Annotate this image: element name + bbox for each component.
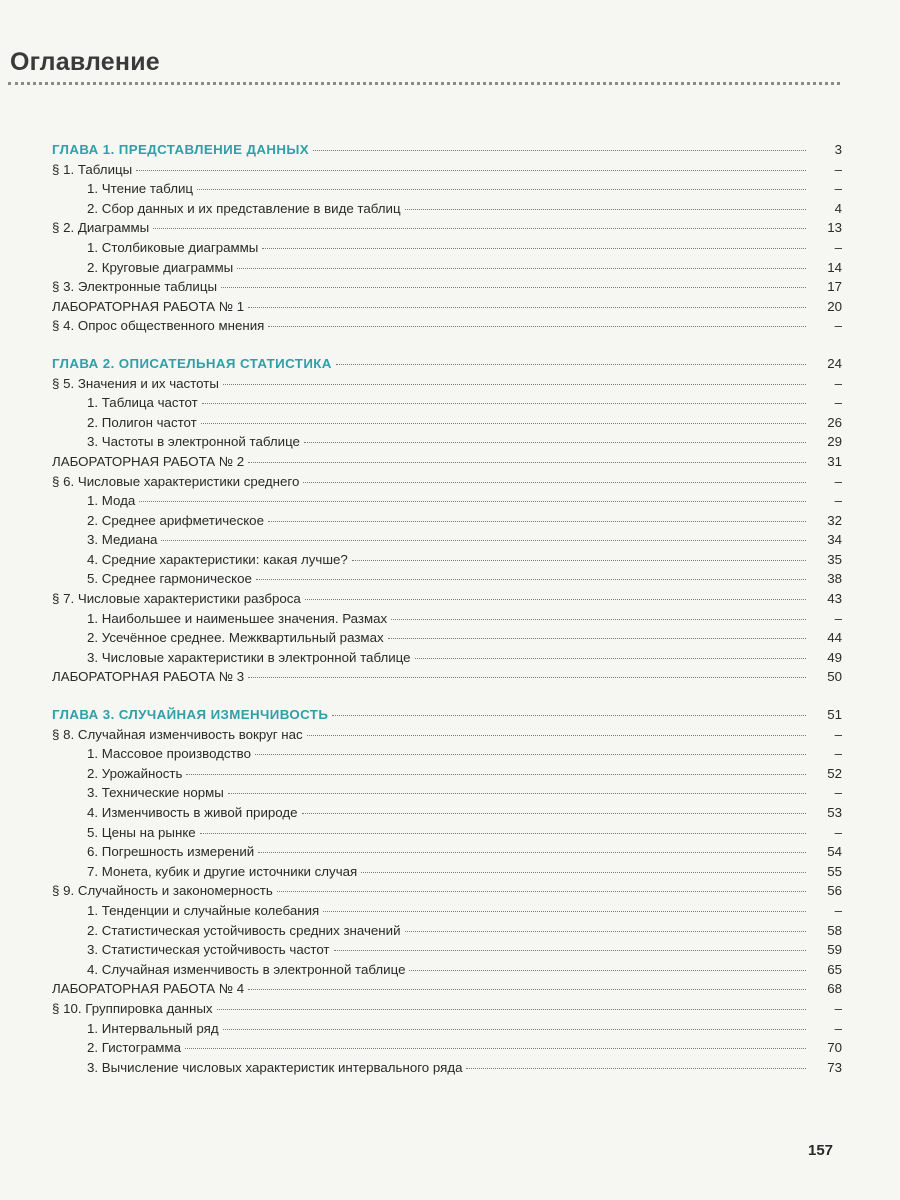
toc-entry-title: 1. Наибольшее и наименьшее значения. Размах — [87, 610, 388, 626]
toc-entry-title: ЛАБОРАТОРНАЯ РАБОТА № 1 — [52, 298, 245, 314]
toc-entry-title: 3. Технические нормы — [87, 785, 224, 801]
toc-item-row — [52, 648, 842, 668]
toc-page-number: 26 — [827, 414, 842, 430]
toc-entry-title: 1. Тенденции и случайные колебания — [87, 902, 320, 918]
toc-entry-title: § 6. Числовые характеристики среднего — [52, 473, 300, 489]
toc-page-number: 53 — [827, 805, 842, 820]
toc-entry-title: § 7. Числовые характеристики разброса — [52, 591, 301, 607]
toc-section-row — [52, 589, 842, 609]
toc-item-row — [52, 1019, 842, 1039]
dot-leader — [388, 638, 806, 639]
toc-section-row — [52, 374, 842, 394]
toc-item-row — [52, 258, 842, 278]
toc-page-number: – — [834, 824, 842, 840]
toc-page-number: 54 — [827, 844, 842, 860]
toc-entry-title: § 10. Группировка данных — [52, 1000, 213, 1016]
dot-leader — [352, 560, 806, 561]
page-number: 157 — [808, 1142, 834, 1159]
toc-item-row — [52, 940, 842, 960]
toc-item-row — [52, 530, 842, 550]
toc-page-number: – — [834, 1020, 842, 1036]
toc-page-number: 59 — [827, 942, 842, 958]
toc-item-row — [52, 238, 842, 258]
toc-entry-title: 1. Интервальный ряд — [87, 1020, 219, 1036]
dot-leader — [248, 989, 806, 990]
toc-entry-title: 1. Мода — [87, 493, 136, 509]
toc-entry-title: 1. Чтение таблиц — [87, 181, 193, 197]
toc-page-number: – — [834, 726, 842, 742]
toc-entry-title: 5. Среднее гармоническое — [87, 571, 252, 587]
toc-page-number: 38 — [827, 571, 842, 587]
dot-leader — [201, 423, 806, 424]
toc-entry-title: ЛАБОРАТОРНАЯ РАБОТА № 4 — [52, 981, 245, 997]
toc-item-row — [52, 744, 842, 764]
toc-page-number: 73 — [827, 1059, 842, 1075]
toc-entry-title: § 1. Таблицы — [52, 161, 133, 177]
toc-page-number: 4 — [834, 200, 842, 216]
toc-page-number: – — [834, 318, 842, 334]
toc-entry-title: 4. Изменчивость в живой природе — [87, 805, 298, 820]
toc-entry-title: 7. Монета, кубик и другие источники случая — [87, 863, 358, 879]
toc-item-row — [52, 842, 842, 862]
toc-item-row — [52, 901, 842, 921]
toc-page-number: – — [834, 902, 842, 918]
toc-entry-title: § 5. Значения и их частоты — [52, 375, 219, 391]
dot-leader — [223, 384, 806, 385]
dot-leader — [228, 793, 806, 794]
toc-entry-title: § 4. Опрос общественного мнения — [52, 318, 265, 334]
toc-page-number: 32 — [827, 512, 842, 528]
toc-page-number: 65 — [827, 961, 842, 977]
dot-leader — [258, 852, 806, 853]
toc-item-row — [52, 432, 842, 452]
dot-leader — [237, 268, 806, 269]
dot-leader — [136, 170, 806, 171]
toc-item-row — [52, 569, 842, 589]
toc-item-row — [52, 960, 842, 980]
toc-entry-title: § 8. Случайная изменчивость вокруг нас — [52, 726, 303, 742]
toc-entry-title: ГЛАВА 3. СЛУЧАЙНАЯ ИЗМЕНЧИВОСТЬ — [52, 707, 329, 723]
toc-entry-title: 4. Случайная изменчивость в электронной таблице — [87, 961, 406, 977]
dot-leader — [248, 462, 806, 463]
toc-section-row — [52, 999, 842, 1019]
toc-page-number: 43 — [827, 591, 842, 607]
toc-entry-title: 1. Массовое производство — [87, 746, 251, 762]
toc-page-number: – — [834, 610, 842, 626]
toc-section-row — [52, 667, 842, 687]
toc-section-row — [52, 316, 842, 336]
toc-entry-title: 4. Средние характеристики: какая лучше? — [87, 551, 348, 567]
toc-item-row — [52, 179, 842, 199]
toc-section-row — [52, 297, 842, 317]
toc-item-row — [52, 764, 842, 784]
toc-item-row — [52, 413, 842, 433]
title-divider — [8, 82, 840, 85]
dot-leader — [405, 931, 806, 932]
toc-entry-title: § 2. Диаграммы — [52, 220, 150, 236]
toc-page-number: 50 — [827, 669, 842, 685]
toc-page-number: 29 — [827, 434, 842, 450]
dot-leader — [256, 579, 806, 580]
toc-entry-title: 3. Частоты в электронной таблице — [87, 434, 300, 450]
dot-leader — [391, 619, 806, 620]
toc-page-number: – — [834, 746, 842, 762]
dot-leader — [202, 403, 806, 404]
dot-leader — [268, 326, 806, 327]
dot-leader — [248, 677, 806, 678]
table-of-contents — [52, 140, 842, 1077]
toc-page-number: 51 — [827, 707, 842, 723]
dot-leader — [139, 501, 806, 502]
dot-leader — [197, 189, 806, 190]
toc-entry-title: 3. Числовые характеристики в электронной таблице — [87, 649, 411, 665]
toc-page-number: 24 — [827, 355, 842, 371]
toc-page-number: 34 — [827, 532, 842, 548]
toc-page-number: 55 — [827, 863, 842, 879]
toc-page-number: – — [834, 493, 842, 509]
toc-chapter-row — [52, 140, 842, 160]
toc-section-row — [52, 277, 842, 297]
dot-leader — [415, 658, 806, 659]
toc-entry-title: 2. Сбор данных и их представление в виде таблиц — [87, 200, 401, 216]
dot-leader — [361, 872, 806, 873]
toc-entry-title: 2. Статистическая устойчивость средних значений — [87, 922, 401, 938]
toc-page-number: – — [834, 785, 842, 801]
toc-item-row — [52, 511, 842, 531]
dot-leader — [313, 150, 806, 151]
toc-item-row — [52, 783, 842, 803]
dot-leader — [255, 754, 806, 755]
toc-item-row — [52, 803, 842, 823]
dot-leader — [305, 599, 806, 600]
toc-page-number: – — [834, 161, 842, 177]
toc-page-number: 52 — [827, 765, 842, 781]
toc-section-row — [52, 725, 842, 745]
toc-page-number: 31 — [827, 453, 842, 469]
dot-leader — [405, 209, 806, 210]
toc-item-row — [52, 1038, 842, 1058]
dot-leader — [323, 911, 806, 912]
toc-page-number: – — [834, 395, 842, 411]
toc-item-row — [52, 823, 842, 843]
toc-entry-title: 2. Усечённое среднее. Межквартильный размах — [87, 630, 384, 646]
toc-page-number: – — [834, 239, 842, 255]
toc-entry-title: ЛАБОРАТОРНАЯ РАБОТА № 3 — [52, 669, 245, 685]
toc-item-row — [52, 628, 842, 648]
toc-page-number: – — [834, 375, 842, 391]
dot-leader — [223, 1029, 806, 1030]
toc-page-number: – — [834, 181, 842, 197]
dot-leader — [409, 970, 806, 971]
toc-page-number: 56 — [827, 883, 842, 899]
toc-entry-title: 3. Статистическая устойчивость частот — [87, 942, 330, 958]
toc-chapter-row — [52, 705, 842, 725]
toc-entry-title: 5. Цены на рынке — [87, 824, 196, 840]
toc-page-number: 58 — [827, 922, 842, 938]
toc-entry-title: 6. Погрешность измерений — [87, 844, 255, 860]
toc-item-row — [52, 491, 842, 511]
dot-leader — [332, 715, 806, 716]
toc-entry-title: 3. Медиана — [87, 532, 158, 548]
toc-page-number: 20 — [827, 298, 842, 314]
toc-entry-title: ЛАБОРАТОРНАЯ РАБОТА № 2 — [52, 453, 245, 469]
toc-entry-title: 2. Среднее арифметическое — [87, 512, 264, 528]
toc-page-number: – — [834, 473, 842, 489]
toc-section-row — [52, 452, 842, 472]
toc-item-row — [52, 862, 842, 882]
toc-entry-title: 2. Круговые диаграммы — [87, 259, 234, 275]
toc-entry-title: 2. Урожайность — [87, 765, 183, 781]
toc-entry-title: ГЛАВА 2. ОПИСАТЕЛЬНАЯ СТАТИСТИКА — [52, 355, 332, 371]
toc-page-number: 35 — [827, 551, 842, 567]
toc-section-row — [52, 979, 842, 999]
toc-section-row — [52, 472, 842, 492]
dot-leader — [302, 813, 806, 814]
toc-entry-title: 1. Таблица частот — [87, 395, 198, 411]
toc-entry-title: 1. Столбиковые диаграммы — [87, 239, 259, 255]
dot-leader — [185, 1048, 806, 1049]
dot-leader — [262, 248, 806, 249]
dot-leader — [336, 364, 806, 365]
toc-page-number: 70 — [827, 1040, 842, 1056]
dot-leader — [161, 540, 806, 541]
dot-leader — [277, 891, 806, 892]
toc-entry-title: 3. Вычисление числовых характеристик интервального ряда — [87, 1059, 463, 1075]
dot-leader — [268, 521, 806, 522]
toc-page-number: 68 — [827, 981, 842, 997]
toc-page-number: 17 — [827, 279, 842, 295]
toc-page-number: 14 — [827, 259, 842, 275]
toc-item-row — [52, 393, 842, 413]
dot-leader — [466, 1068, 806, 1069]
toc-page-number: – — [834, 1000, 842, 1016]
toc-chapter-row — [52, 354, 842, 374]
dot-leader — [303, 482, 806, 483]
toc-item-row — [52, 550, 842, 570]
dot-leader — [307, 735, 806, 736]
dot-leader — [334, 950, 806, 951]
dot-leader — [200, 833, 806, 834]
dot-leader — [221, 287, 806, 288]
toc-entry-title: 2. Гистограмма — [87, 1040, 181, 1056]
toc-item-row — [52, 1058, 842, 1078]
toc-page-number: 13 — [827, 220, 842, 236]
toc-section-row — [52, 218, 842, 238]
toc-item-row — [52, 199, 842, 219]
toc-item-row — [52, 921, 842, 941]
toc-entry-title: § 3. Электронные таблицы — [52, 279, 218, 295]
toc-entry-title: § 9. Случайность и закономерность — [52, 883, 273, 899]
dot-leader — [304, 442, 806, 443]
dot-leader — [186, 774, 806, 775]
toc-page-number: 44 — [827, 630, 842, 646]
page-title: Оглавление — [10, 48, 160, 76]
toc-section-row — [52, 881, 842, 901]
toc-entry-title: 2. Полигон частот — [87, 414, 197, 430]
dot-leader — [248, 307, 806, 308]
toc-item-row — [52, 609, 842, 629]
toc-page-number: 49 — [827, 649, 842, 665]
toc-entry-title: ГЛАВА 1. ПРЕДСТАВЛЕНИЕ ДАННЫХ — [52, 142, 310, 157]
dot-leader — [153, 228, 806, 229]
toc-page-number: 3 — [834, 142, 842, 157]
toc-section-row — [52, 160, 842, 180]
dot-leader — [217, 1009, 806, 1010]
